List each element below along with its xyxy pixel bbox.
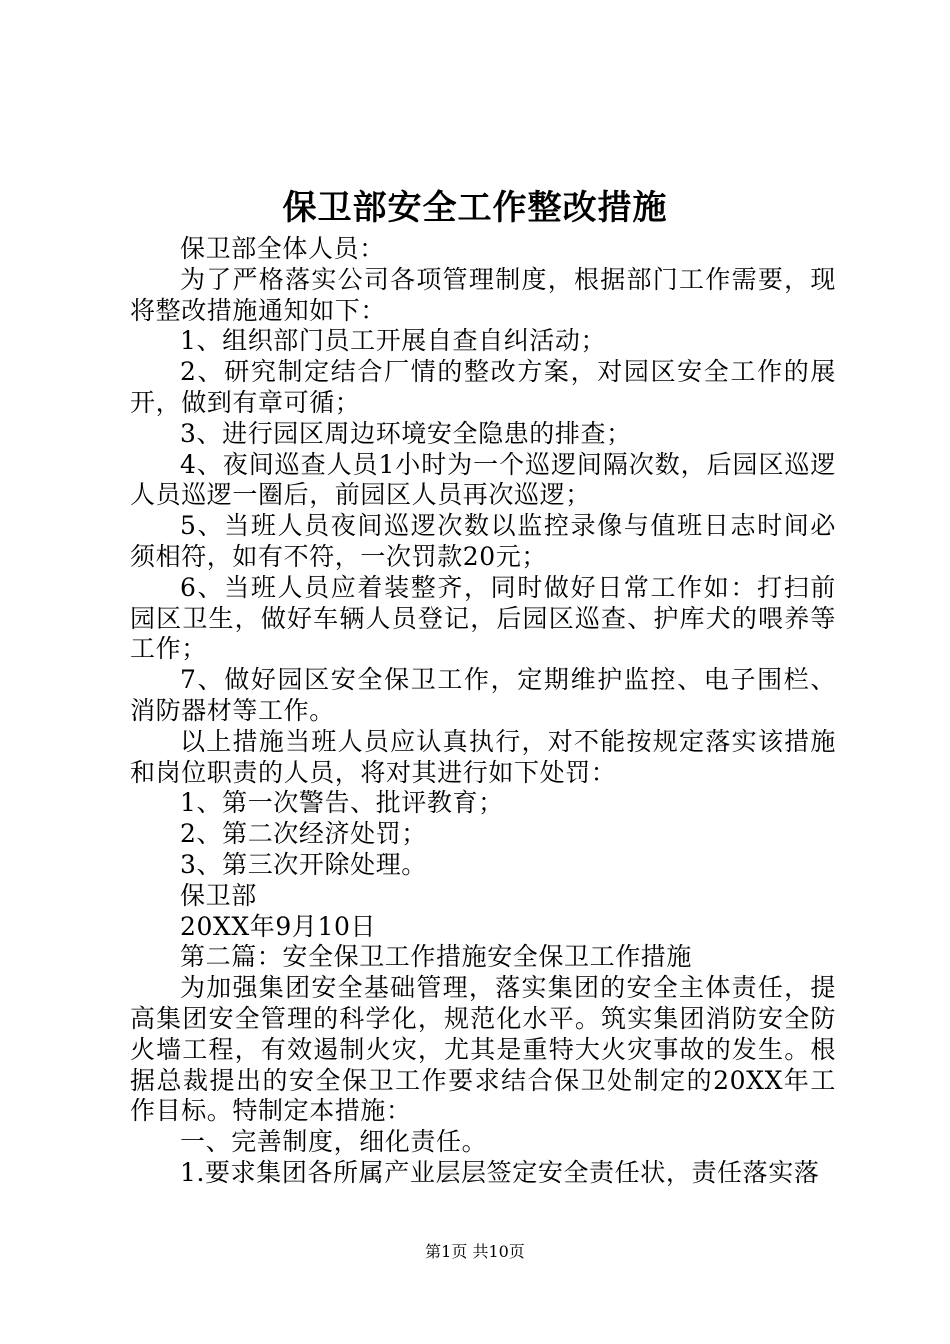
section-heading-1: 一、完善制度，细化责任。 xyxy=(180,1127,488,1157)
signature-department: 保卫部 xyxy=(180,880,257,910)
penalty-item-2: 2、第二次经济处罚； xyxy=(180,819,427,849)
second-article-heading: 第二篇：安全保卫工作措施安全保卫工作措施 xyxy=(180,942,693,972)
document-body xyxy=(130,234,836,1189)
second-article-intro: 为加强集团安全基础管理，落实集团的安全主体责任，提高集团安全管理的科学化，规范化水平。筑实集团消防安全防火墙工程，有效遏制火灾，尤其是重特大火灾事故的发生。根据总裁提出的安全保卫工作要求结合保卫处制定的20XX年工作目标。特制定本措施： xyxy=(130,973,836,1126)
measure-item-3: 3、进行园区周边环境安全隐患的排查； xyxy=(180,418,632,448)
page-footer: 第1页 共10页 xyxy=(425,1242,525,1261)
measure-item-6: 6、当班人员应着装整齐，同时做好日常工作如：打扫前园区卫生，做好车辆人员登记，后园区巡查、护库犬的喂养等工作； xyxy=(130,572,836,664)
document-title: 保卫部安全工作整改措施 xyxy=(282,188,668,228)
measure-item-7: 7、做好园区安全保卫工作，定期维护监控、电子围栏、消防器材等工作。 xyxy=(130,665,836,725)
measure-item-2: 2、研究制定结合厂情的整改方案，对园区安全工作的展开，做到有章可循； xyxy=(130,357,836,417)
measure-item-5: 5、当班人员夜间巡逻次数以监控录像与值班日志时间必须相符，如有不符，一次罚款20元； xyxy=(130,511,836,571)
measure-item-1: 1、组织部门员工开展自查自纠活动； xyxy=(180,326,607,356)
signature-date: 20XX年9月10日 xyxy=(180,911,377,941)
salutation: 保卫部全体人员： xyxy=(180,234,385,263)
measure-item-4: 4、夜间巡查人员1小时为一个巡逻间隔次数，后园区巡逻人员巡逻一圈后，前园区人员再次巡逻； xyxy=(130,449,836,510)
section-item-1: 1.要求集团各所属产业层层签定安全责任状，责任落实落 xyxy=(180,1157,820,1187)
penalty-item-3: 3、第三次开除处理。 xyxy=(180,849,427,879)
intro-paragraph: 为了严格落实公司各项管理制度，根据部门工作需要，现将整改措施通知如下： xyxy=(130,264,836,325)
penalty-item-1: 1、第一次警告、批评教育； xyxy=(180,788,504,818)
penalty-intro: 以上措施当班人员应认真执行，对不能按规定落实该措施和岗位职责的人员，将对其进行如下处罚： xyxy=(130,726,836,787)
